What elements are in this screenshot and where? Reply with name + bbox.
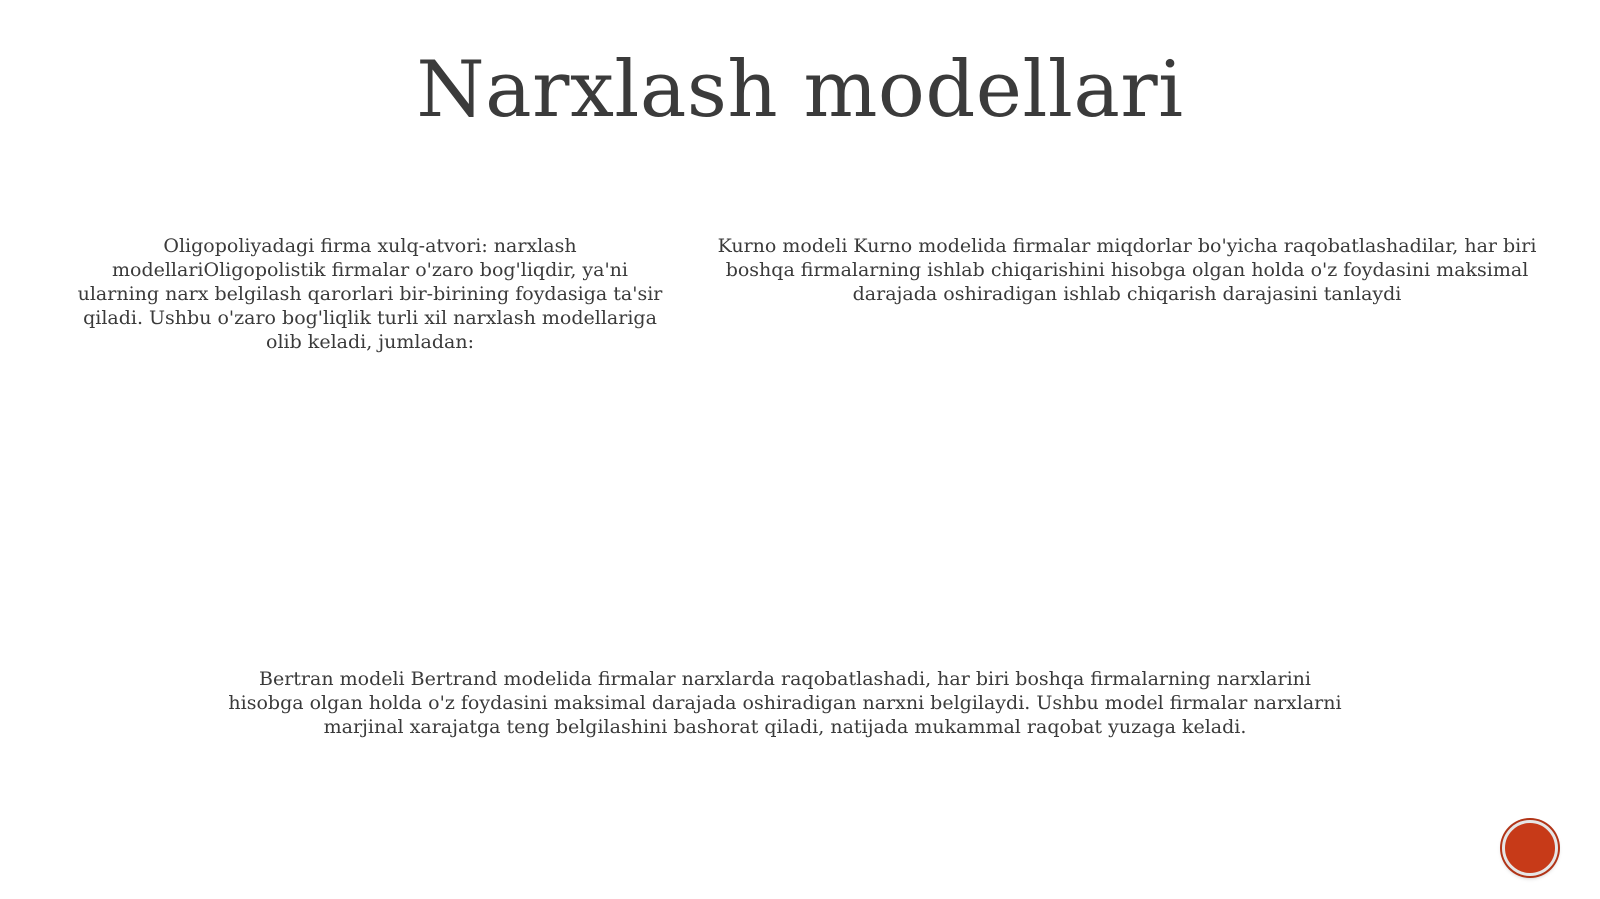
text-block-bertran: Bertran modeli Bertrand modelida firmalar narxlarda raqobatlashadi, har biri boshqa firmalarning narxlarini hisobga olgan holda o'z foydasini maksimal darajada oshiradigan narxni belgilaydi. Ushbu model firmalar narxlarni marjinal xarajatga teng belgilashini bashorat qiladi, natijada mukammal raqobat yuzaga keladi. — [228, 668, 1342, 738]
text-block-kurno: Kurno modeli Kurno modelida firmalar miqdorlar bo'yicha raqobatlashadilar, har biri boshqa firmalarning ishlab chiqarishini hisobga olgan holda o'z foydasini maksimal darajada oshiradigan ishlab chiqarish darajasini tanlaydi — [717, 235, 1537, 305]
text-block-oligopoly: Oligopoliyadagi firma xulq-atvori: narxlash modellariOligopolistik firmalar o'zaro bog'liqdir, ya'ni ularning narx belgilash qarorlari bir-birining foydasiga ta'sir qiladi. Ushbu o'zaro bog'liqlik turli xil narxlash modellariga olib keladi, jumladan: — [77, 235, 663, 353]
slide-title: Narxlash modellari — [416, 45, 1184, 135]
circle-button-icon[interactable] — [1502, 820, 1558, 876]
